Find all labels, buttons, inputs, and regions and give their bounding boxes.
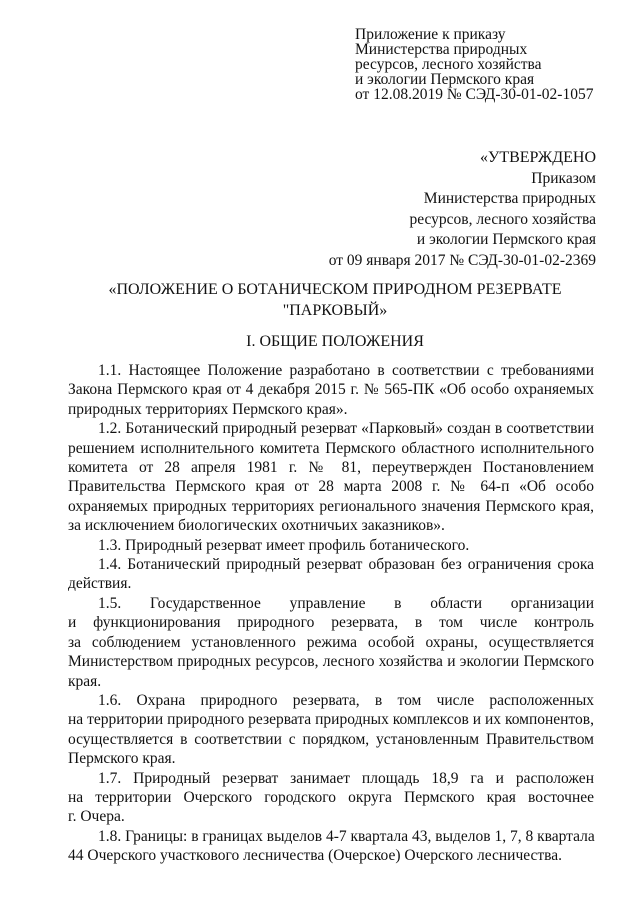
paragraph-line: 1.4. Ботанический природный резерват образован без ограничения срока [98,556,594,574]
paragraph-line: 1.2. Ботанический природный резерват «Парковый» создан в соответствии [98,420,594,438]
paragraph-line: 44 Очерского участкового лесничества (Очерское) Очерского лесничества. [68,847,563,865]
paragraph-line: Правительства Пермского края от 28 марта 2008 г. № 64-п «Об особо [68,478,594,496]
paragraph-line: охраняемых природных территориях регионального значения Пермского края, [68,497,594,515]
paragraph-line: Закона Пермского края от 4 декабря 2015 г. № 565-ПК «Об особо охраняемых [68,381,594,399]
paragraph-line: 1.8. Границы: в границах выделов 4-7 квартала 43, выделов 1, 7, 8 квартала [98,827,595,845]
appendix-line: и экологии Пермского края [355,71,535,88]
paragraph-line: 1.6. Охрана природного резервата, в том числе расположенных [98,691,594,709]
appendix-line: от 12.08.2019 № СЭД-30-01-02-1057 [355,86,594,103]
paragraph-line: осуществляется в соответствии с порядком, установленным Правительством [68,730,594,748]
paragraph-line: решением исполнительного комитета Пермского областного исполнительного [68,439,594,457]
title-line: "ПАРКОВЫЙ» [282,302,388,319]
paragraph-line: Пермского края. [68,750,176,768]
paragraph [68,594,594,691]
document-body [68,361,594,866]
paragraph-line: за исключением биологических охотничьих заказников». [68,517,445,535]
approval-line: Приказом [531,169,596,187]
paragraph [68,827,594,866]
paragraph-line: 1.7. Природный резерват занимает площадь 18,9 га и расположен [98,769,594,787]
paragraph-line: Министерством природных ресурсов, лесного хозяйства и экологии Пермского [68,653,594,671]
approval-line: Министерства природных [423,190,596,207]
approval-line: от 09 января 2017 № СЭД-30-01-02-2369 [328,251,596,269]
paragraph-line: г. Очера. [68,808,125,826]
section-heading: I. ОБЩИЕ ПОЛОЖЕНИЯ [246,333,424,350]
paragraph-line: за соблюдением установленного режима особой охраны, осуществляется [68,633,594,651]
title-line: «ПОЛОЖЕНИЕ О БОТАНИЧЕСКОМ ПРИРОДНОМ РЕЗЕРВАТЕ [108,281,562,298]
paragraph-line: края. [68,672,102,690]
paragraph-line: на территории природного резервата природных комплексов и их компонентов, [68,711,594,729]
appendix-line: Министерства природных [355,41,528,58]
approval-heading: «УТВЕРЖДЕНО [479,149,596,166]
appendix-line: ресурсов, лесного хозяйства [355,56,542,73]
paragraph-line: 1.1. Настоящее Положение разработано в соответствии с требованиями [98,362,594,379]
document-title [60,279,610,321]
paragraph-line: 1.5. Государственное управление в области организации [98,594,594,612]
paragraph [68,555,594,594]
paragraph [68,361,594,419]
paragraph-line: и функционирования природного резервата, в том числе контроль [68,614,594,632]
paragraph-line: комитета от 28 апреля 1981 г. № 81, переутвержден Постановлением [68,459,594,477]
paragraph [68,769,594,827]
paragraph-line: на территории Очерского городского округа Пермского края восточнее [68,788,594,806]
paragraph-line: действия. [68,575,132,593]
approval-block [236,148,596,271]
paragraph-line: природных территориях Пермского края». [68,400,348,418]
paragraph [68,691,594,769]
paragraph [68,419,594,535]
paragraph-line: 1.3. Природный резерват имеет профиль ботанического. [98,536,470,554]
approval-line: и экологии Пермского края [416,231,596,248]
appendix-note [355,27,625,102]
approval-line: ресурсов, лесного хозяйства [409,210,596,228]
appendix-line: Приложение к приказу [355,26,506,43]
paragraph [68,536,594,555]
